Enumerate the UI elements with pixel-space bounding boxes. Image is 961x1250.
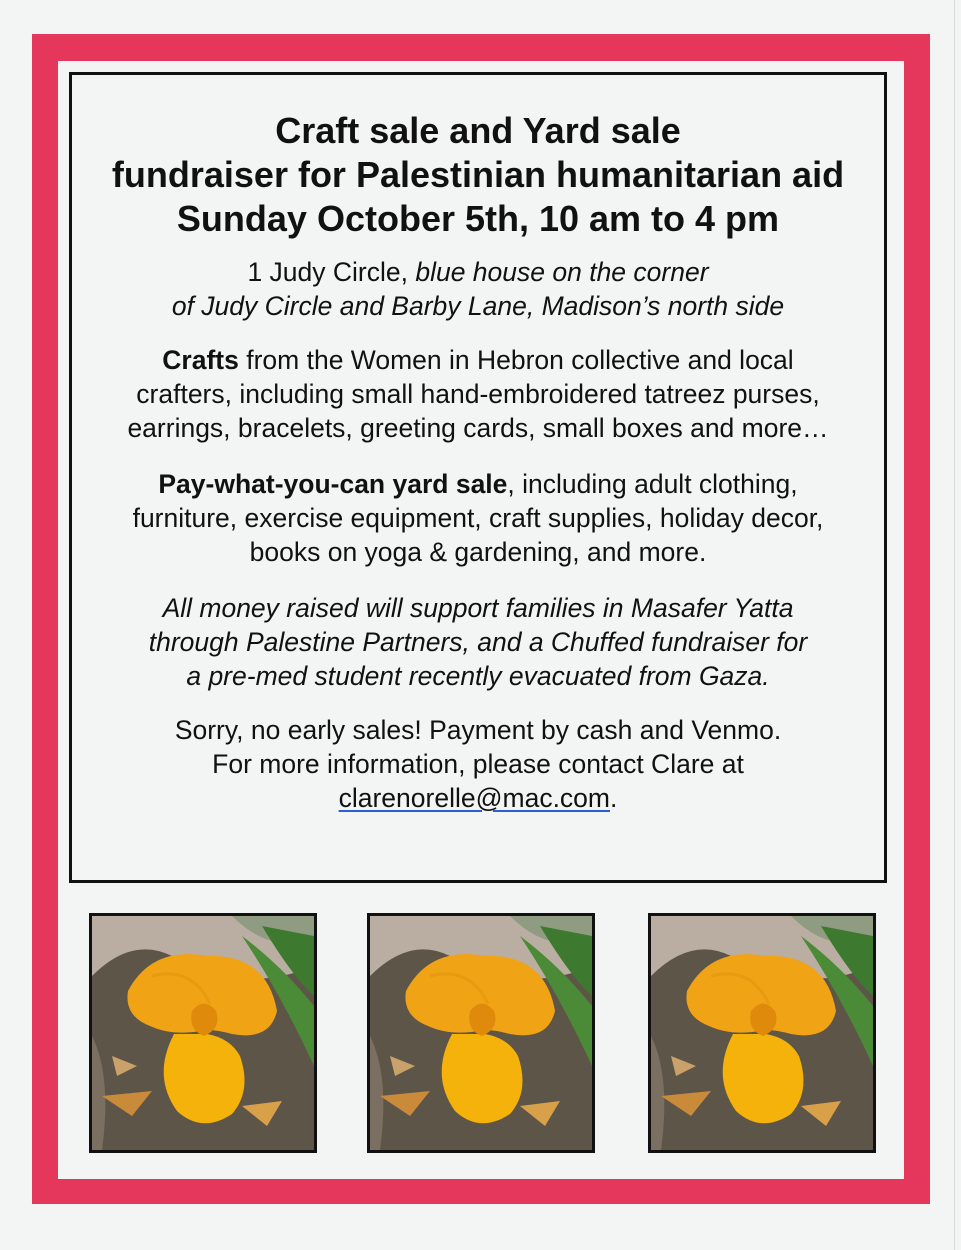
- contact-paragraph: [72, 713, 884, 815]
- address-description-2: of Judy Circle and Barby Lane, Madison’s north side: [171, 291, 785, 321]
- poppy-flower-icon: [651, 916, 873, 1150]
- crafts-text-3: earrings, bracelets, greeting cards, small boxes and more…: [127, 413, 829, 443]
- poppy-photo-1: [89, 913, 317, 1153]
- yard-sale-paragraph: [72, 467, 884, 569]
- page-edge: [954, 0, 955, 1250]
- yard-sale-text-3: books on yoga & gardening, and more.: [249, 537, 707, 567]
- address-description: blue house on the corner: [415, 257, 709, 287]
- poppy-photo-2: [367, 913, 595, 1153]
- money-line-1: All money raised will support families in Masafer Yatta: [162, 593, 794, 623]
- poppy-flower-icon: [370, 916, 592, 1150]
- flyer-page: [58, 61, 904, 1179]
- flyer-border: [32, 34, 930, 1204]
- yard-sale-text-2: furniture, exercise equipment, craft supplies, holiday decor,: [132, 503, 824, 533]
- crafts-label: Crafts: [162, 345, 239, 375]
- poppy-flower-icon: [92, 916, 314, 1150]
- contact-line-2: For more information, please contact Clare at: [212, 749, 744, 779]
- heading-subtitle: fundraiser for Palestinian humanitarian aid: [111, 154, 845, 195]
- flyer-heading: [72, 109, 884, 241]
- heading-date: Sunday October 5th, 10 am to 4 pm: [176, 198, 780, 239]
- heading-title: Craft sale and Yard sale: [275, 110, 681, 151]
- contact-line-1: Sorry, no early sales! Payment by cash and Venmo.: [174, 715, 782, 745]
- money-line-3: a pre-med student recently evacuated from Gaza.: [186, 661, 770, 691]
- crafts-text-2: crafters, including small hand-embroidered tatreez purses,: [136, 379, 820, 409]
- email-link[interactable]: clarenorelle@mac.com: [338, 783, 610, 813]
- email-suffix: .: [610, 783, 618, 813]
- address-block: [72, 255, 884, 323]
- flyer-text-box: [69, 72, 887, 883]
- crafts-text-1: from the Women in Hebron collective and local: [238, 345, 794, 375]
- photo-row: [58, 913, 904, 1153]
- poppy-photo-3: [648, 913, 876, 1153]
- street-address: 1 Judy Circle,: [247, 257, 416, 287]
- money-line-2: through Palestine Partners, and a Chuffed fundraiser for: [148, 627, 808, 657]
- money-paragraph: [72, 591, 884, 693]
- crafts-paragraph: [72, 343, 884, 445]
- yard-sale-label: Pay-what-you-can yard sale: [158, 469, 508, 499]
- yard-sale-text-1: , including adult clothing,: [507, 469, 798, 499]
